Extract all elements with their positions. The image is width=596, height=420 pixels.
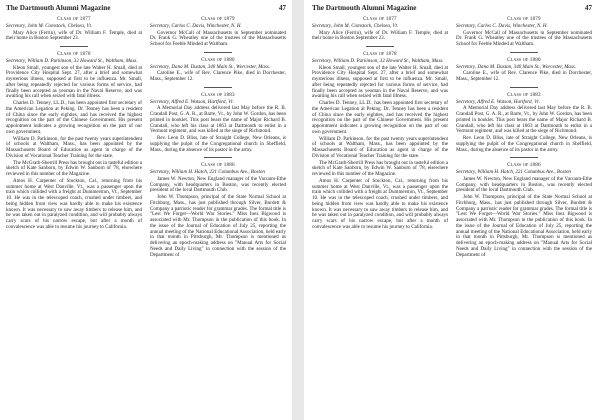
running-title: The Dartmouth Alumni Magazine <box>312 4 417 12</box>
class-secretary: Secretary, John M. Comstock, Chelsea, Vt. <box>6 22 93 29</box>
paragraph: Rev. Leon D. Bliss, late of Straight College, New Orleans, is supplying the pulpit of the Congregational church in Sheffield, Mass., during the absence of its pastor in the army. <box>150 135 286 153</box>
paragraph: William D. Parkinson, for the past twenty years superintendent of schools at Waltham, Mass., has been appointed by the Massachusetts Board of Education as agent in charge of the Division of Vocational Teacher Training for the state. <box>312 135 448 159</box>
paragraph: James W. Newton, New England manager of the Vacuum-Ethe Company, with headquarters in Boston, was recently elected president of the local Dartmouth Club. <box>150 175 286 194</box>
paragraph: The McGrath-Sherrill Press has brought out in tasteful edition a sketch of Kate Sanborn, by Edwin W. Sanborn of '78, elsewhere reviewed in this number of the Magazine. <box>312 159 448 177</box>
class-heading: Class of 1883 <box>201 91 235 98</box>
class-heading: Class of 1877 <box>57 16 91 22</box>
class-heading: Class of 1877 <box>363 16 397 22</box>
class-heading: Class of 1879 <box>507 16 541 22</box>
class-heading: Class of 1880 <box>507 56 541 63</box>
class-heading: Class of 1878 <box>363 51 397 57</box>
text-column <box>456 17 592 259</box>
text-column <box>6 17 142 232</box>
section-divider <box>204 52 232 53</box>
class-heading: Class of 1878 <box>57 51 91 57</box>
class-heading: Class of 1883 <box>507 91 541 98</box>
left-page <box>0 0 290 420</box>
class-secretary: Secretary, Alfred E. Watson, Hartford, Vt. <box>150 98 234 105</box>
class-secretary: Secretary, John M. Comstock, Chelsea, Vt. <box>312 22 399 29</box>
book-gutter <box>292 0 304 420</box>
class-secretary: Secretary, Dana M. Dustan, 340 Main St., Worcester, Mass. <box>456 63 577 70</box>
paragraph: Rev. Leon D. Bliss, late of Straight College, New Orleans, is supplying the pulpit of the Congregational church in Sheffield, Mass., during the absence of its pastor in the army. <box>456 135 592 153</box>
text-column <box>312 17 448 232</box>
paragraph: Caroline E., wife of Rev. Clarence Pike, died in Dorchester, Mass., September 12. <box>456 70 592 82</box>
page-header <box>312 4 592 14</box>
paragraph: Caroline E., wife of Rev. Clarence Pike, died in Dorchester, Mass., September 12. <box>150 70 286 82</box>
paragraph: Charles D. Tenney, LL.D., has been appointed first secretary of the American Legation at Peking. Dr. Tenney has been a resident of China since the early eighties, and has received the highest recognition on the part of the Chinese Government. His present appointment indicates a growing recognition on the part of our own government. <box>6 100 142 135</box>
class-heading: Class of 1880 <box>201 56 235 63</box>
page-number: 47 <box>584 4 592 12</box>
text-column <box>150 17 286 259</box>
class-secretary: Secretary, William H. Hatch, 221 Columbus Ave., Boston <box>456 169 571 175</box>
section-divider <box>204 157 232 158</box>
paragraph: Amos H. Carpenter of Stockton, Cal., returning from his summer home at West Danville, Vt., was a passenger upon the train which collided with a freight at Dummerston, Vt., September 10. He was in the telescoped coach, crushed under timbers, and being hidden from view was hardly able to make his existence known. It was necessary to saw away timbers to release him, and he was taken out in paralyzed condition, and will probably always carry scars of his narrow escape, but after a month of convalescence was able to resume his journey to California. <box>6 177 142 230</box>
paragraph: John W. Thompson, principal of the State Normal School at Fitchburg, Mass., has just published through Silver, Burdett & Company a patriotic reader for grammar grades. The formal title is "Lest We Forget—World War Stories." Miss Inez Bigwood is associated with Mr. Thompson in the publication of this book. In the issue of the Journal of Education of July 25, reporting the annual meeting of the National Educational Association, held early in that month in Pittsburgh, Mr. Thompson is mentioned as delivering an epoch-making address on "Manual Arts for Social Needs and Daily Living" in connection with the session of the Department of <box>456 194 592 258</box>
right-page <box>306 0 596 420</box>
class-secretary: Secretary, William D. Parkinson, 32 Howard St., Waltham, Mass. <box>6 57 138 64</box>
section-divider <box>60 46 88 47</box>
paragraph: A Memorial Day address delivered last May before the R. B. Crandall Post, G. A. R., at Barre, Vt., by John W. Gordon, has been printed in booklet. This post bears the name of Major Richard B. Crandall, who left his class at 1863 at Dartmouth to enlist in a Vermont regiment, and was killed at the siege of Richmond. <box>456 105 592 135</box>
page-number: 47 <box>278 4 286 12</box>
paragraph: Amos H. Carpenter of Stockton, Cal., returning from his summer home at West Danville, Vt., was a passenger upon the train which collided with a freight at Dummerston, Vt., September 10. He was in the telescoped coach, crushed under timbers, and being hidden from view was hardly able to make his existence known. It was necessary to saw away timbers to release him, and he was taken out in paralyzed condition, and will probably always carry scars of his narrow escape, but after a month of convalescence was able to resume his journey to California. <box>312 177 448 230</box>
class-heading: Class of 1886 <box>507 162 541 169</box>
class-secretary: Secretary, Alfred E. Watson, Hartford, Vt. <box>456 98 540 105</box>
class-secretary: Secretary, William D. Parkinson, 32 Howard St., Waltham, Mass. <box>312 57 444 64</box>
paragraph: Mary Alice (Ferrin), wife of Dr. William F. Temple, died at their home in Boston September 23. <box>312 29 448 42</box>
running-title: The Dartmouth Alumni Magazine <box>6 4 111 12</box>
paragraph: Kleon Small, youngest son of the late Walter H. Small, died at Providence City Hospital Sept. 27, after a brief and somewhat mysterious illness, supposed at first to be influenza. Mr. Small, after being repeatedly rejected for various forms of service, had finally been accepted as yeoman in the Naval Reserve, and was awaiting his call when seized with fatal illness. <box>312 64 448 100</box>
class-heading: Class of 1879 <box>201 16 235 22</box>
paragraph: John W. Thompson, principal of the State Normal School at Fitchburg, Mass., has just published through Silver, Burdett & Company a patriotic reader for grammar grades. The formal title is "Lest We Forget—World War Stories." Miss Inez Bigwood is associated with Mr. Thompson in the publication of this book. In the issue of the Journal of Education of July 25, reporting the annual meeting of the National Educational Association, held early in that month in Pittsburgh, Mr. Thompson is mentioned as delivering an epoch-making address on "Manual Arts for Social Needs and Daily Living" in connection with the session of the Department of <box>150 194 286 258</box>
paragraph: Governor McCall of Massachusetts in September nominated Dr. Frank G. Wheatley one of the trustees of the Massachusetts School for Feeble Minded at Waltham. <box>150 29 286 47</box>
section-divider <box>510 87 538 88</box>
section-divider <box>510 157 538 158</box>
class-heading: Class of 1886 <box>201 162 235 169</box>
paragraph: The McGrath-Sherrill Press has brought out in tasteful edition a sketch of Kate Sanborn, by Edwin W. Sanborn of '78, elsewhere reviewed in this number of the Magazine. <box>6 159 142 177</box>
section-divider <box>204 87 232 88</box>
class-secretary: Secretary, Dana M. Dustan, 340 Main St., Worcester, Mass. <box>150 63 271 70</box>
class-secretary: Secretary, Carlos C. Davis, Winchester, N. H. <box>456 22 548 29</box>
class-secretary: Secretary, Carlos C. Davis, Winchester, N. H. <box>150 22 242 29</box>
paragraph: Charles D. Tenney, LL.D., has been appointed first secretary of the American Legation at Peking. Dr. Tenney has been a resident of China since the early eighties, and has received the highest recognition on the part of the Chinese Government. His present appointment indicates a growing recognition on the part of our own government. <box>312 100 448 135</box>
paragraph: A Memorial Day address delivered last May before the R. B. Crandall Post, G. A. R., at Barre, Vt., by John W. Gordon, has been printed in booklet. This post bears the name of Major Richard B. Crandall, who left his class at 1863 at Dartmouth to enlist in a Vermont regiment, and was killed at the siege of Richmond. <box>150 105 286 135</box>
paragraph: Governor McCall of Massachusetts in September nominated Dr. Frank G. Wheatley one of the trustees of the Massachusetts School for Feeble Minded at Waltham. <box>456 29 592 47</box>
section-divider <box>366 46 394 47</box>
paragraph: James W. Newton, New England manager of the Vacuum-Ethe Company, with headquarters in Boston, was recently elected president of the local Dartmouth Club. <box>456 175 592 194</box>
paragraph: Kleon Small, youngest son of the late Walter H. Small, died at Providence City Hospital Sept. 27, after a brief and somewhat mysterious illness, supposed at first to be influenza. Mr. Small, after being repeatedly rejected for various forms of service, had finally been accepted as yeoman in the Naval Reserve, and was awaiting his call when seized with fatal illness. <box>6 64 142 100</box>
section-divider <box>510 52 538 53</box>
class-secretary: Secretary, William H. Hatch, 221 Columbus Ave., Boston <box>150 169 265 175</box>
paragraph: William D. Parkinson, for the past twenty years superintendent of schools at Waltham, Mass., has been appointed by the Massachusetts Board of Education as agent in charge of the Division of Vocational Teacher Training for the state. <box>6 135 142 159</box>
page-header <box>6 4 286 14</box>
paragraph: Mary Alice (Ferrin), wife of Dr. William F. Temple, died at their home in Boston September 23. <box>6 29 142 42</box>
